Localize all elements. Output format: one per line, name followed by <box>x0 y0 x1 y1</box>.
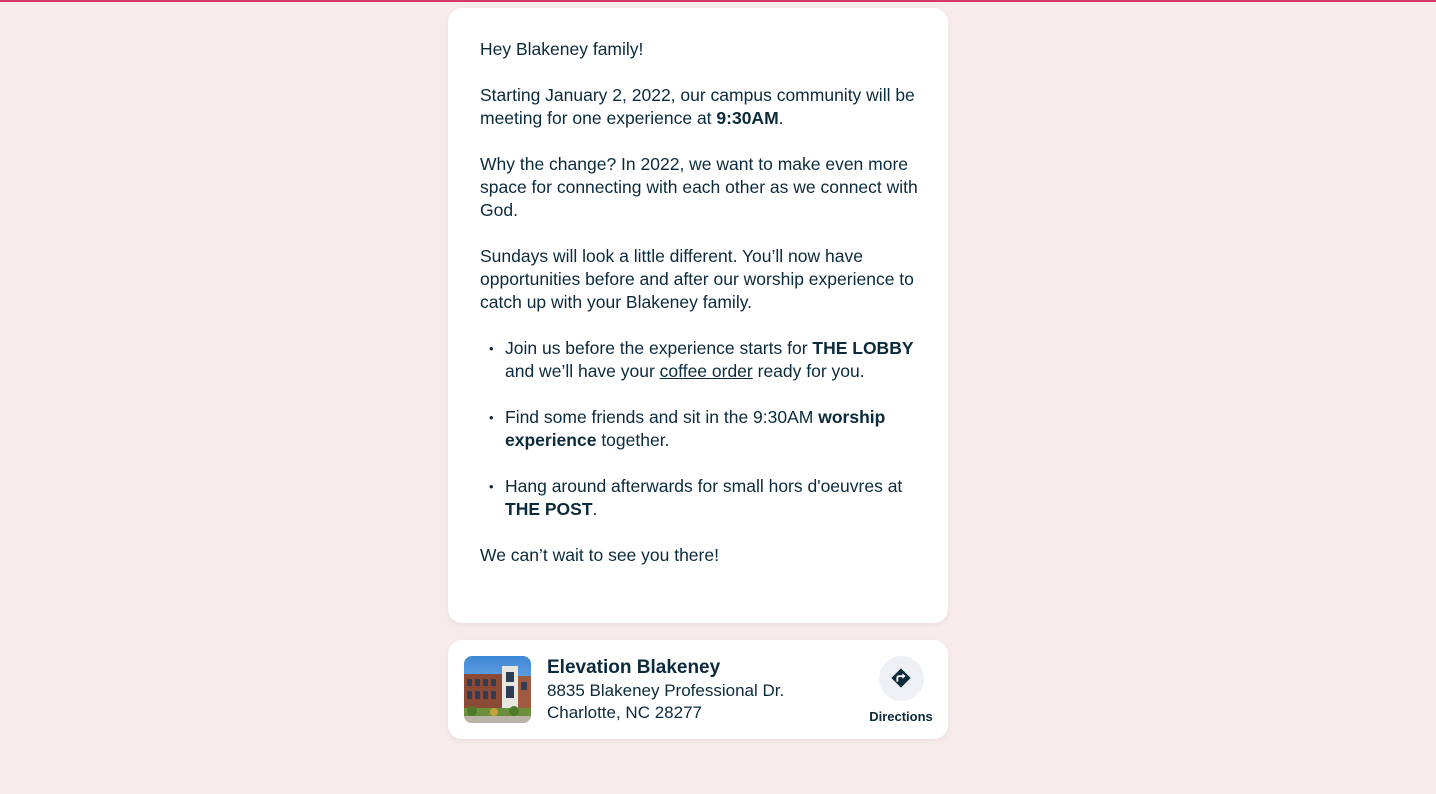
paragraph-schedule: Starting January 2, 2022, our campus community will be meeting for one experience at 9:30AM. <box>480 85 915 128</box>
service-time: 9:30AM <box>716 108 779 128</box>
campus-photo <box>464 656 531 723</box>
directions-label: Directions <box>869 708 933 724</box>
paragraph-why: Why the change? In 2022, we want to make even more space for connecting with each other as we connect with God. <box>480 154 918 220</box>
address-line-1: 8835 Blakeney Professional Dr. <box>547 680 785 700</box>
closing-line: We can’t wait to see you there! <box>480 545 719 565</box>
paragraph-sundays: Sundays will look a little different. You’ll now have opportunities before and after our worship experience to catch up with your Blakeney family. <box>480 246 914 312</box>
list-item: • Find some friends and sit in the 9:30AM worship experience together. <box>505 406 918 452</box>
directions-icon-circle[interactable] <box>879 656 924 701</box>
coffee-order-link[interactable]: coffee order <box>659 361 753 381</box>
directions-button[interactable] <box>866 656 936 724</box>
list-item: • Hang around afterwards for small hors d'oeuvres at THE POST. <box>505 475 918 521</box>
list-item: • Join us before the experience starts for THE LOBBY and we’ll have your coffee order ready for you. <box>505 337 918 383</box>
greeting: Hey Blakeney family! <box>480 39 644 59</box>
location-card <box>448 640 948 739</box>
top-accent-rule <box>0 0 1436 2</box>
bullet-list <box>480 337 918 521</box>
location-details <box>547 656 866 724</box>
campus-name: Elevation Blakeney <box>547 656 721 678</box>
address-line-2: Charlotte, NC 28277 <box>547 702 702 722</box>
directions-icon <box>890 667 912 689</box>
message-card <box>448 8 948 623</box>
